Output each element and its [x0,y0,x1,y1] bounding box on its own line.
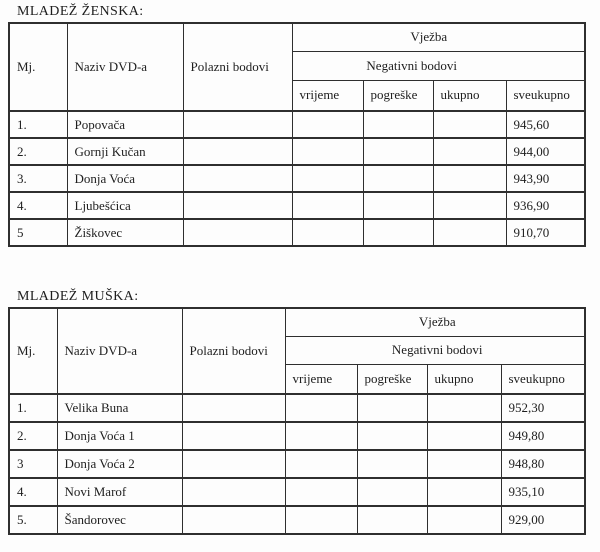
cell-ukupno [433,138,506,165]
cell-rank: 1. [9,111,67,138]
cell-rank: 3. [9,165,67,192]
cell-polazni [183,111,292,138]
cell-sveukupno: 935,10 [501,478,585,506]
cell-name: Popovača [67,111,183,138]
cell-ukupno [433,219,506,246]
section-title-muska: MLADEŽ MUŠKA: [17,289,139,304]
cell-ukupno [427,422,501,450]
cell-vrijeme [285,478,357,506]
table-row [9,165,585,192]
cell-pogreske [363,165,433,192]
table-row [9,506,585,534]
cell-vrijeme [292,219,363,246]
table-row [9,450,585,478]
cell-name: Donja Voća [67,165,183,192]
cell-sveukupno: 936,90 [506,192,585,219]
col-header-naziv: Naziv DVD-a [57,308,182,394]
cell-rank: 3 [9,450,57,478]
cell-ukupno [427,394,501,422]
results-table-muska [8,307,586,535]
cell-rank: 4. [9,192,67,219]
table-row [9,422,585,450]
section-zenska [0,4,600,247]
cell-name: Šandorovec [57,506,182,534]
table-row [9,192,585,219]
cell-polazni [183,219,292,246]
cell-name: Novi Marof [57,478,182,506]
cell-pogreske [363,138,433,165]
cell-ukupno [427,450,501,478]
table-row [9,478,585,506]
cell-pogreske [363,111,433,138]
cell-ukupno [433,111,506,138]
col-header-vjezba: Vježba [285,308,585,336]
cell-rank: 4. [9,478,57,506]
cell-pogreske [357,478,427,506]
cell-pogreske [363,219,433,246]
col-header-ukupno: ukupno [427,364,501,394]
cell-vrijeme [285,506,357,534]
col-header-mj: Mj. [9,23,67,111]
cell-vrijeme [292,111,363,138]
col-header-vjezba: Vježba [292,23,585,51]
col-header-mj: Mj. [9,308,57,394]
cell-ukupno [427,478,501,506]
cell-rank: 1. [9,394,57,422]
cell-polazni [182,478,285,506]
cell-polazni [182,394,285,422]
cell-sveukupno: 949,80 [501,422,585,450]
cell-name: Donja Voća 1 [57,422,182,450]
cell-polazni [183,192,292,219]
cell-vrijeme [292,192,363,219]
cell-ukupno [427,506,501,534]
col-header-negativni: Negativni bodovi [285,336,585,364]
col-header-polazni: Polazni bodovi [183,23,292,111]
cell-pogreske [357,422,427,450]
cell-rank: 5 [9,219,67,246]
cell-sveukupno: 910,70 [506,219,585,246]
col-header-pogreske: pogreške [357,364,427,394]
cell-sveukupno: 948,80 [501,450,585,478]
cell-polazni [183,138,292,165]
cell-pogreske [357,394,427,422]
header-row-main [9,23,585,51]
header-row-main [9,308,585,336]
col-header-polazni: Polazni bodovi [182,308,285,394]
cell-vrijeme [285,394,357,422]
results-table-zenska [8,22,586,247]
cell-sveukupno: 929,00 [501,506,585,534]
cell-name: Žiškovec [67,219,183,246]
col-header-negativni: Negativni bodovi [292,51,585,80]
cell-ukupno [433,165,506,192]
col-header-ukupno: ukupno [433,80,506,111]
cell-vrijeme [292,138,363,165]
table-row [9,111,585,138]
cell-polazni [182,422,285,450]
cell-pogreske [357,506,427,534]
cell-polazni [182,506,285,534]
cell-sveukupno: 943,90 [506,165,585,192]
cell-pogreske [363,192,433,219]
cell-rank: 2. [9,138,67,165]
table-row [9,394,585,422]
cell-vrijeme [285,450,357,478]
col-header-vrijeme: vrijeme [285,364,357,394]
cell-name: Donja Voća 2 [57,450,182,478]
col-header-pogreske: pogreške [363,80,433,111]
cell-vrijeme [292,165,363,192]
cell-name: Ljubešćica [67,192,183,219]
table-row [9,219,585,246]
document-page [0,4,600,552]
table-row [9,138,585,165]
section-title-zenska: MLADEŽ ŽENSKA: [17,4,144,19]
cell-rank: 2. [9,422,57,450]
section-muska [0,289,600,535]
cell-sveukupno: 945,60 [506,111,585,138]
cell-sveukupno: 944,00 [506,138,585,165]
cell-vrijeme [285,422,357,450]
cell-name: Velika Buna [57,394,182,422]
cell-name: Gornji Kučan [67,138,183,165]
cell-rank: 5. [9,506,57,534]
col-header-vrijeme: vrijeme [292,80,363,111]
cell-sveukupno: 952,30 [501,394,585,422]
cell-pogreske [357,450,427,478]
col-header-sveukupno: sveukupno [506,80,585,111]
cell-polazni [183,165,292,192]
cell-ukupno [433,192,506,219]
col-header-sveukupno: sveukupno [501,364,585,394]
col-header-naziv: Naziv DVD-a [67,23,183,111]
cell-polazni [182,450,285,478]
